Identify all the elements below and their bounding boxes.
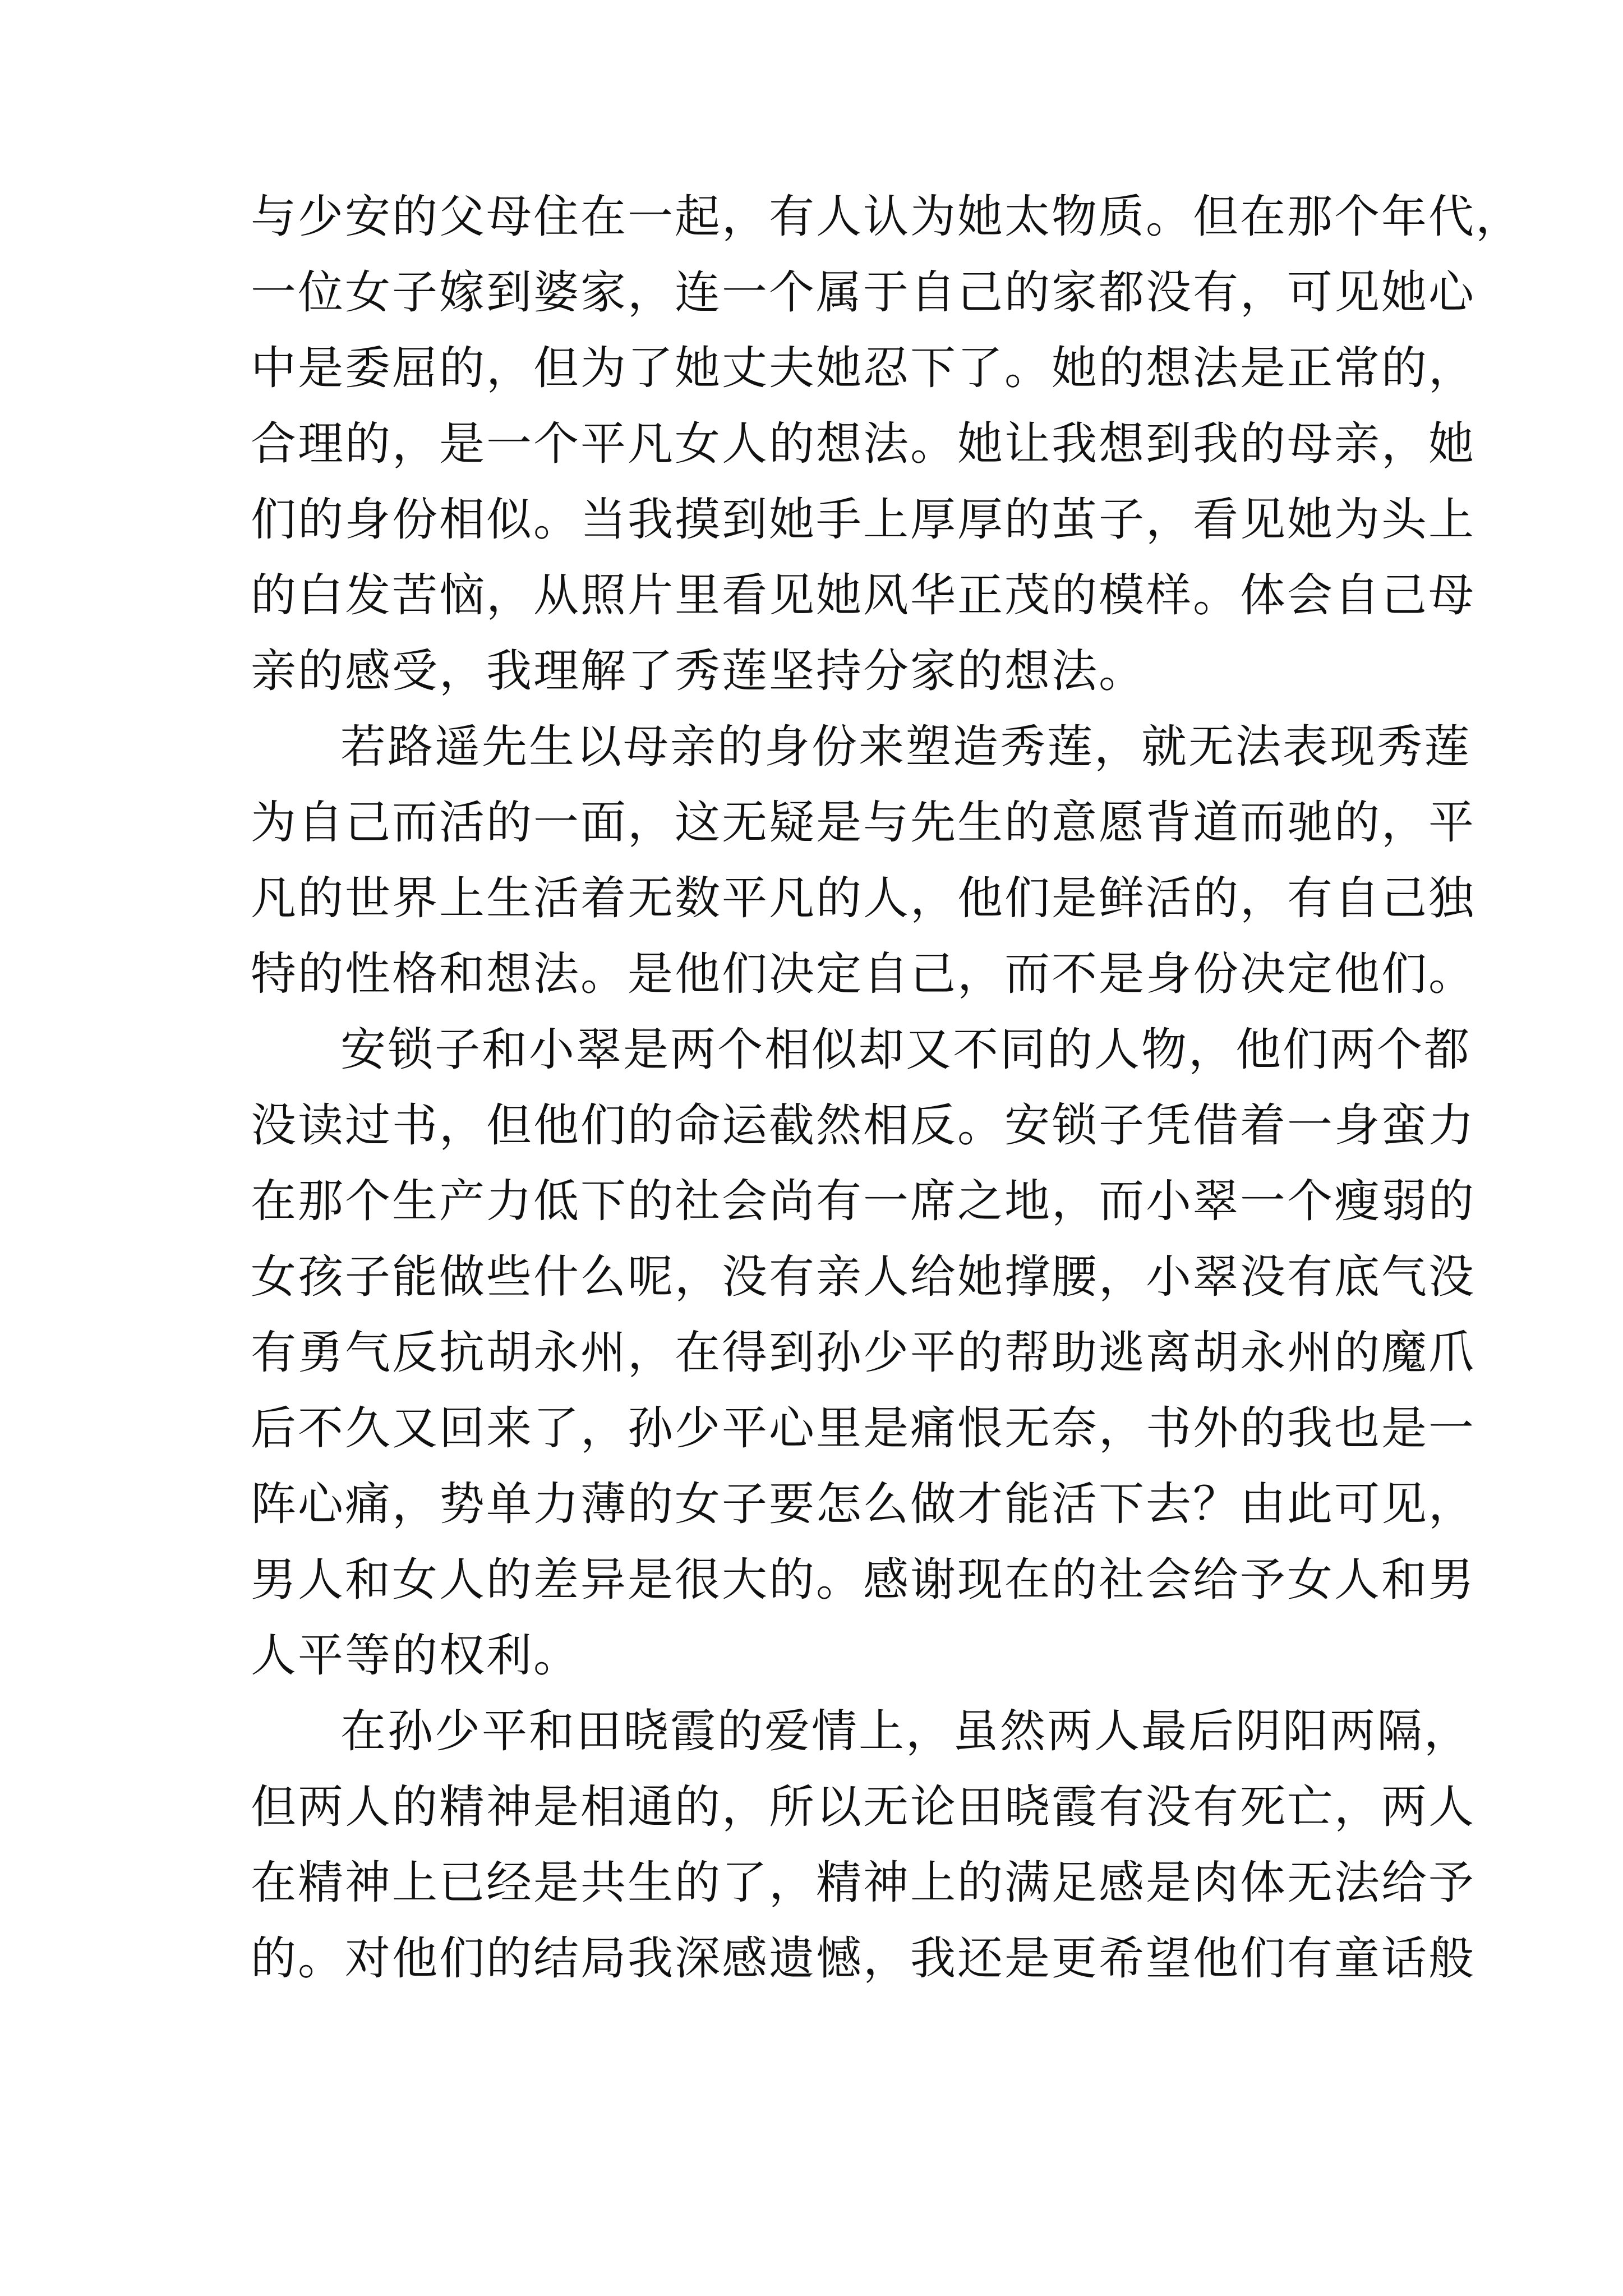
text-line-first-indented: 若路遥先生以母亲的身份来塑造秀莲，就无法表现秀莲 <box>340 721 1472 774</box>
text-line: 没读过书，但他们的命运截然相反。安锁子凭借着一身蛮力 <box>251 1099 1476 1152</box>
text-line: 女孩子能做些什么呢，没有亲人给她撑腰，小翠没有底气没 <box>251 1251 1476 1304</box>
text-line-first-indented: 安锁子和小翠是两个相似却又不同的人物，他们两个都 <box>340 1024 1472 1076</box>
text-line: 亲的感受，我理解了秀莲坚持分家的想法。 <box>251 645 1146 698</box>
text-line: 的白发苦恼，从照片里看见她风华正茂的模样。体会自己母 <box>251 569 1476 622</box>
paragraph-3 <box>251 1013 1476 1694</box>
text-line: 在那个生产力低下的社会尚有一席之地，而小翠一个瘦弱的 <box>251 1175 1476 1228</box>
document-body <box>251 180 1523 1997</box>
text-line: 们的身份相似。当我摸到她手上厚厚的茧子，看见她为头上 <box>251 494 1476 546</box>
text-line: 为自己而活的一面，这无疑是与先生的意愿背道而驰的，平 <box>251 797 1476 849</box>
text-line: 合理的，是一个平凡女人的想法。她让我想到我的母亲，她 <box>251 418 1476 471</box>
text-line: 的。对他们的结局我深感遗憾，我还是更希望他们有童话般 <box>251 1932 1476 1985</box>
paragraph-2 <box>251 710 1476 1013</box>
paragraph-1 <box>251 180 1523 710</box>
text-line: 一位女子嫁到婆家，连一个属于自己的家都没有，可见她心 <box>251 266 1476 319</box>
text-line-first-indented: 在孙少平和田晓霞的爱情上，虽然两人最后阴阳两隔， <box>340 1705 1472 1758</box>
text-line: 男人和女人的差异是很大的。感谢现在的社会给予女人和男 <box>251 1554 1476 1607</box>
text-line: 与少安的父母住在一起，有人认为她太物质。但在那个年代， <box>251 191 1523 243</box>
text-line: 但两人的精神是相通的，所以无论田晓霞有没有死亡，两人 <box>251 1781 1476 1834</box>
text-line: 阵心痛，势单力薄的女子要怎么做才能活下去？由此可见， <box>251 1478 1476 1531</box>
text-line: 后不久又回来了，孙少平心里是痛恨无奈，书外的我也是一 <box>251 1402 1476 1455</box>
text-line: 有勇气反抗胡永州，在得到孙少平的帮助逃离胡永州的魔爪 <box>251 1327 1476 1379</box>
text-line: 特的性格和想法。是他们决定自己，而不是身份决定他们。 <box>251 948 1476 1001</box>
paragraph-4 <box>251 1694 1476 1997</box>
text-line: 人平等的权利。 <box>251 1630 581 1682</box>
text-line: 中是委屈的，但为了她丈夫她忍下了。她的想法是正常的， <box>251 342 1476 395</box>
text-line: 凡的世界上生活着无数平凡的人，他们是鲜活的，有自己独 <box>251 872 1476 925</box>
text-line: 在精神上已经是共生的了，精神上的满足感是肉体无法给予 <box>251 1857 1476 1910</box>
